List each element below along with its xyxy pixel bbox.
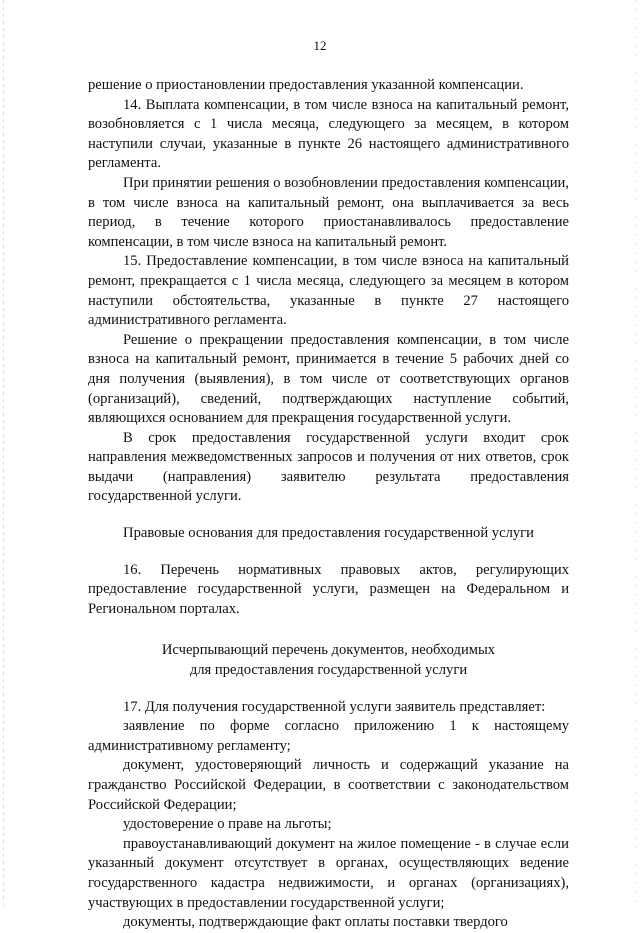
document-body [88, 76, 569, 933]
paragraph-termination-decision: Решение о прекращении предоставления компенсации, в том числе взноса на капитальный ремонт, принимается в течение 5 рабочих дней со дня получения (выявления), в том числе от соответствующих органов (организаций), сведений, подтверждающих наступление событий, являющихся основанием для прекращения государственной услуги. [88, 331, 569, 427]
paragraph-resume-decision: При принятии решения о возобновлении предоставления компенсации, в том числе взноса на капитальный ремонт, она выплачивается за весь период, в течение которого приостанавливалось предоставление компенсации, в том числе взноса на капитальный ремонт. [88, 174, 569, 250]
paragraph-continuation: решение о приостановлении предоставления указанной компенсации. [88, 77, 524, 93]
page-number: 12 [313, 38, 327, 53]
paragraph-15: 15. Предоставление компенсации, в том числе взноса на капитальный ремонт, прекращается с 1 числа месяца, следующего за месяцем в котором наступили обстоятельства, указанные в пункте 27 настоящего административного регламента. [88, 253, 569, 329]
list-item-benefit-certificate: удостоверение о праве на льготы; [123, 816, 332, 833]
paragraph-16: 16. Перечень нормативных правовых актов, регулирующих предоставление государственной услуги, размещен на Федеральном и Региональном порталах. [88, 561, 569, 617]
list-item-payment-documents: документы, подтверждающие факт оплаты поставки твердого [123, 914, 508, 931]
list-item-application: заявление по форме согласно приложению 1 к настоящему административному регламенту; [88, 718, 569, 754]
scan-edge-right [635, 0, 636, 905]
list-item-identity-document: документ, удостоверяющий личность и содержащий указание на гражданство Российской Федерации, в соответствии с законодательством Российской Федерации; [88, 757, 569, 813]
paragraph-service-term: В срок предоставления государственной услуги входит срок направления межведомственных запросов и получения от них ответов, срок выдачи (направления) заявителю результата предоставления государственной услуги. [88, 429, 569, 505]
section-heading-documents-line-2: для предоставления государственной услуги [189, 662, 468, 679]
section-heading-documents-line-1: Исчерпывающий перечень документов, необходимых [161, 642, 496, 659]
section-heading-legal-basis: Правовые основания для предоставления государственной услуги [123, 525, 534, 542]
paragraph-14: 14. Выплата компенсации, в том числе взноса на капитальный ремонт, возобновляется с 1 числа месяца, следующего за месяцем, в котором наступили случаи, указанные в пункте 26 настоящего административного регламента. [88, 96, 569, 172]
scan-edge-left [3, 0, 4, 905]
list-item-title-document: правоустанавливающий документ на жилое помещение - в случае если указанный документ отсутствует в органах, осуществляющих ведение государственного кадастра недвижимости, и органах (организациях), участвующих в предоставлении государственной услуги; [88, 835, 569, 911]
paragraph-17: 17. Для получения государственной услуги заявитель представляет: [123, 698, 546, 715]
